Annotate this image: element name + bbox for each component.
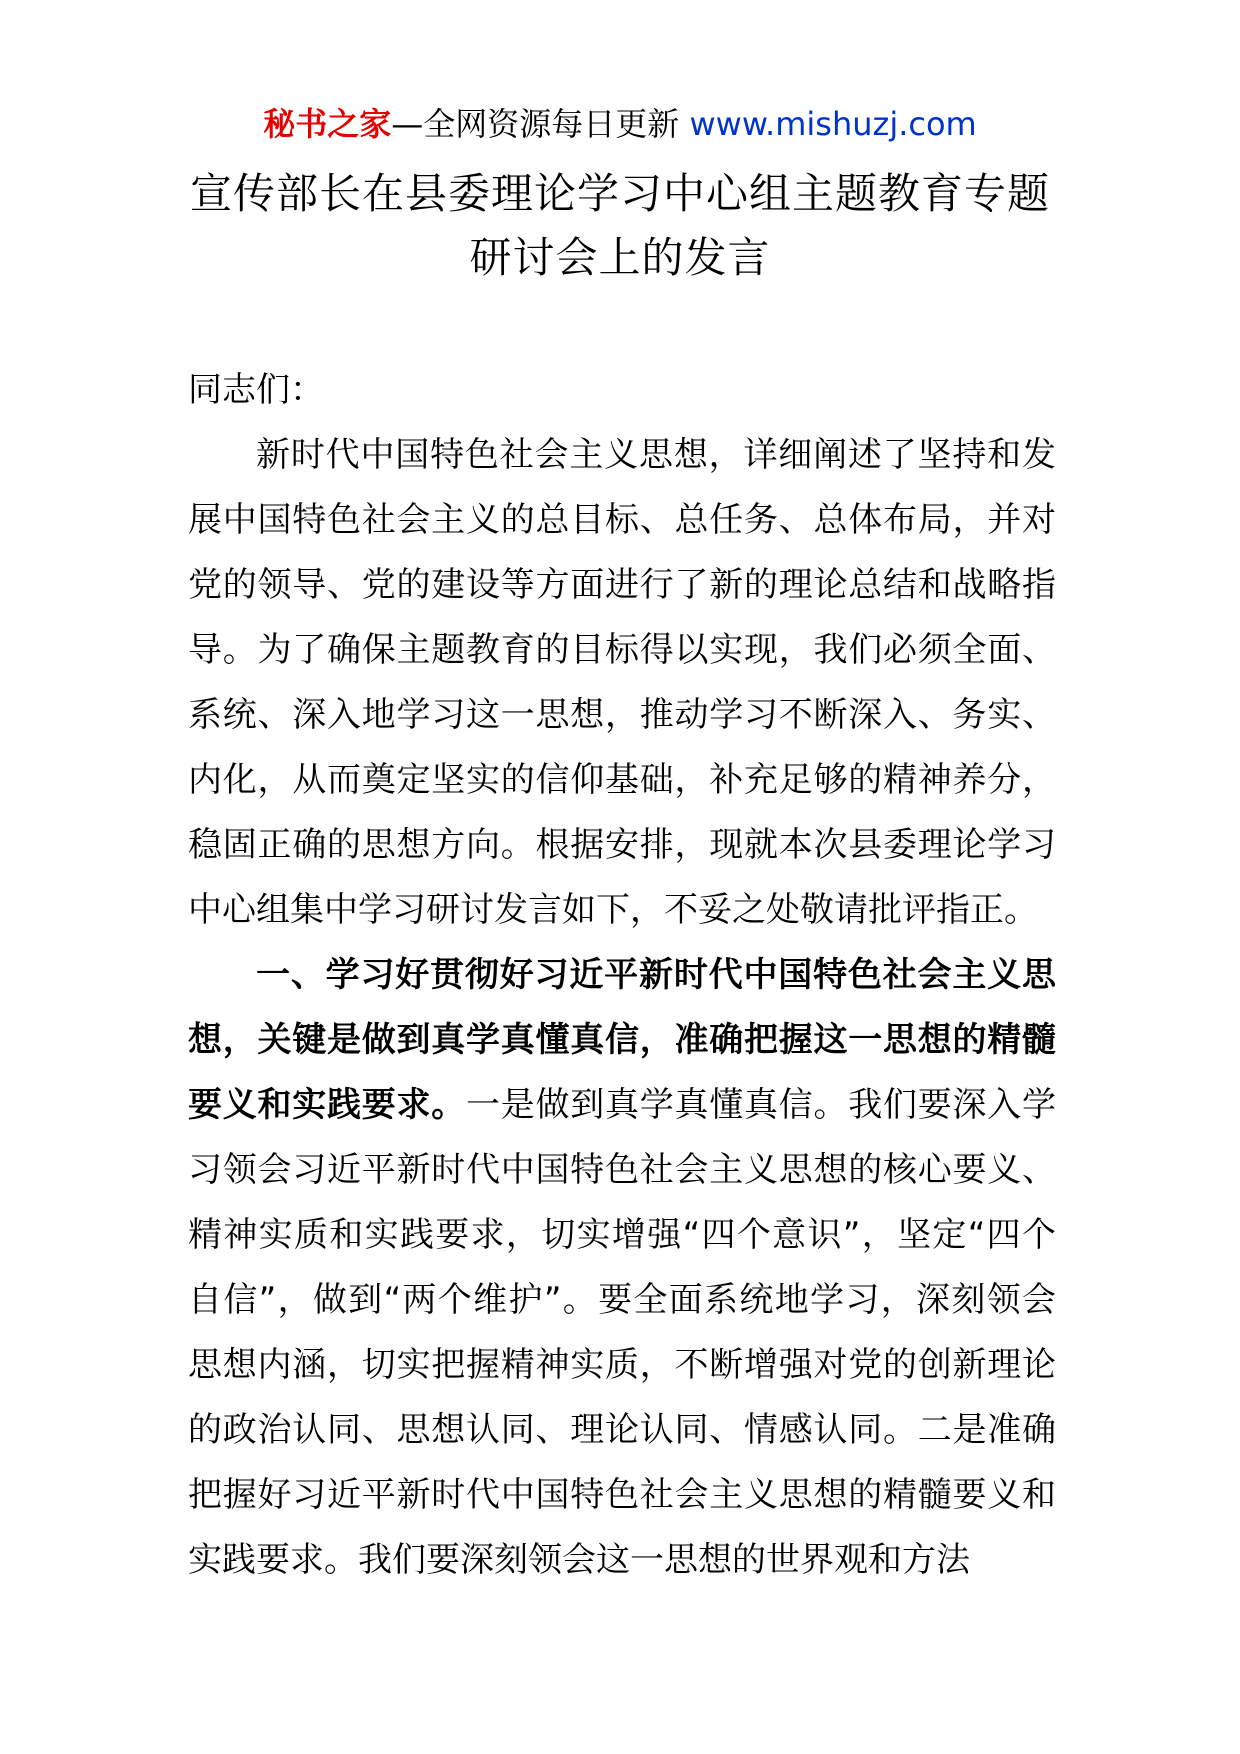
section-one-heading: 一、学习好贯彻好习近平新时代中国特色社会主义思想，关键是做到真学真懂真信，准确把握这一思想的精髓要义和实践要求。: [188, 955, 1056, 1125]
salutation: 同志们：: [188, 370, 324, 410]
document-title: [0, 162, 1240, 290]
site-tagline: —全网资源每日更新: [391, 105, 680, 143]
site-header: [0, 100, 1240, 148]
site-name: 秘书之家: [263, 105, 392, 143]
site-url-link[interactable]: www.mishuzj.com: [689, 105, 977, 143]
document-body: [188, 358, 1056, 1593]
title-line-1: 宣传部长在县委理论学习中心组主题教育专题: [189, 169, 1050, 218]
paragraph-intro: 新时代中国特色社会主义思想，详细阐述了坚持和发展中国特色社会主义的总目标、总任务、总体布局，并对党的领导、党的建设等方面进行了新的理论总结和战略指导。为了确保主题教育的目标得以实现，我们必须全面、系统、深入地学习这一思想，推动学习不断深入、务实、内化，从而奠定坚实的信仰基础，补充足够的精神养分，稳固正确的思想方向。根据安排，现就本次县委理论学习中心组集中学习研讨发言如下，不妥之处敬请批评指正。: [188, 435, 1056, 930]
title-line-2: 研讨会上的发言: [469, 233, 771, 282]
paragraph-section-one: [188, 943, 1056, 1593]
section-one-text: 一是做到真学真懂真信。我们要深入学习领会习近平新时代中国特色社会主义思想的核心要义、精神实质和实践要求，切实增强“四个意识”，坚定“四个自信”，做到“两个维护”。要全面系统地学习，深刻领会思想内涵，切实把握精神实质，不断增强对党的创新理论的政治认同、思想认同、理论认同、情感认同。二是准确把握好习近平新时代中国特色社会主义思想的精髓要义和实践要求。我们要深刻领会这一思想的世界观和方法: [188, 1085, 1056, 1580]
